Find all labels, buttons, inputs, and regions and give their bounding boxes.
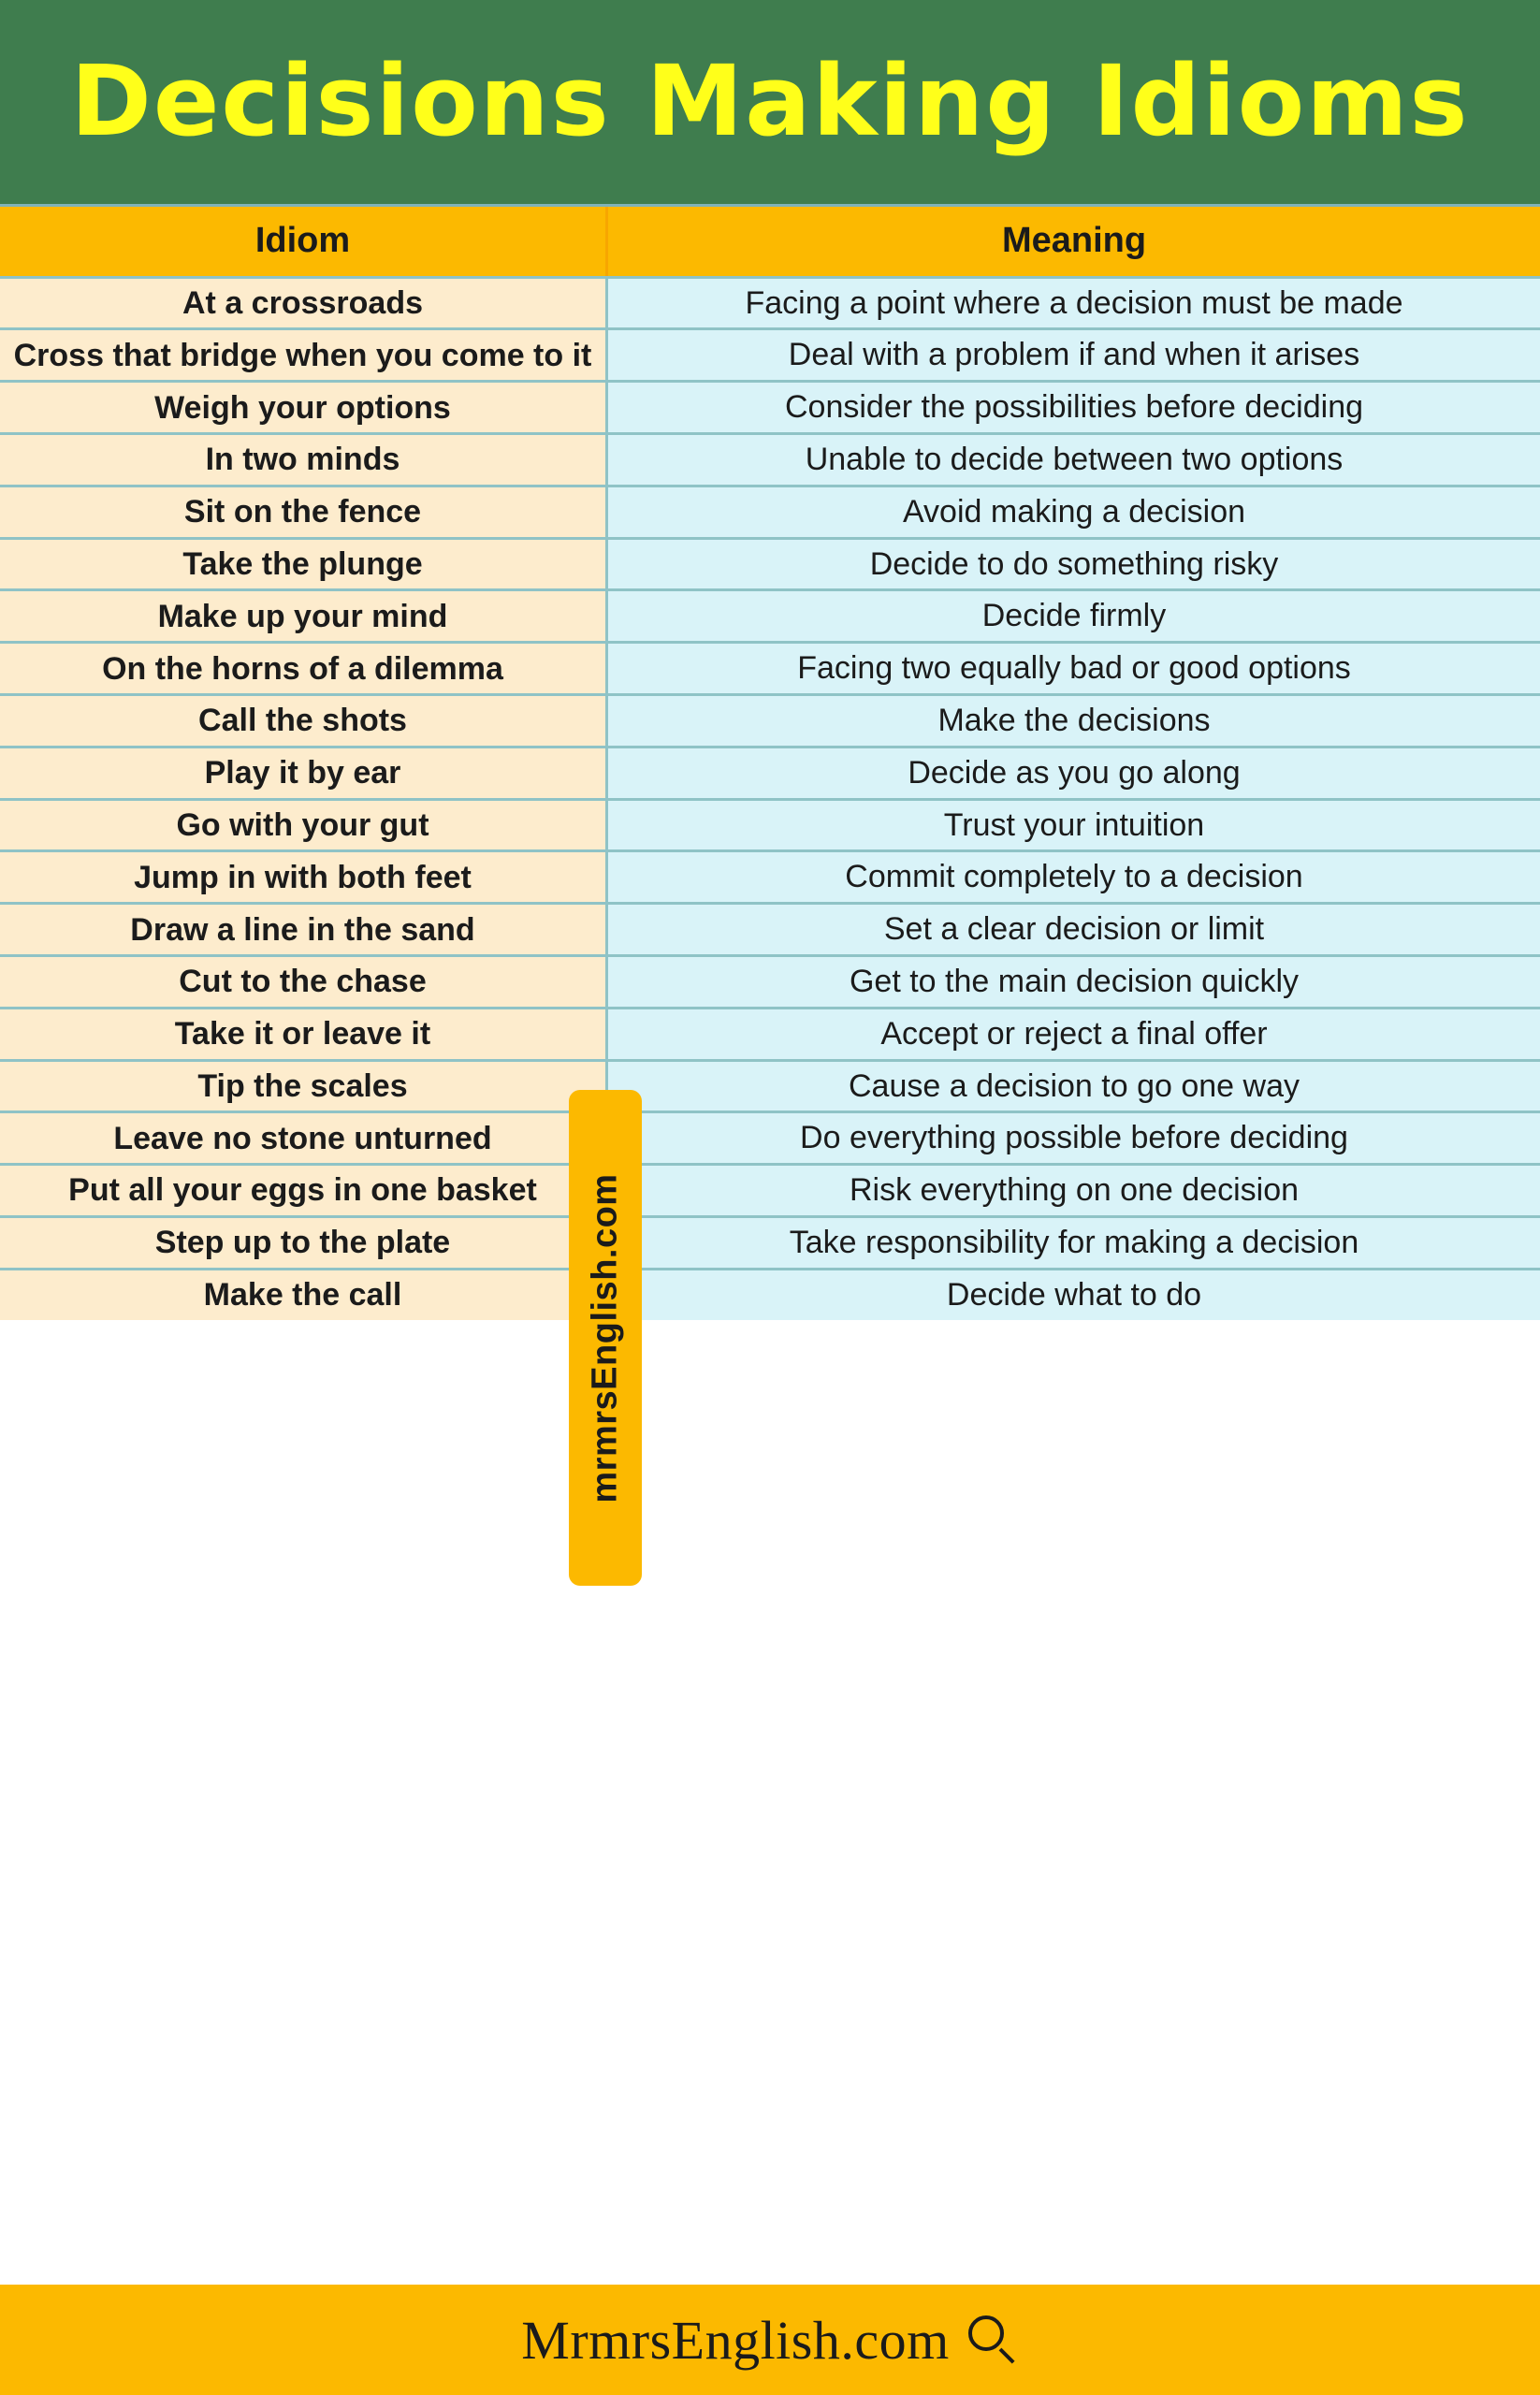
table-row <box>0 1062 1540 1114</box>
idiom-cell: Put all your eggs in one basket <box>0 1166 608 1215</box>
table-row <box>0 905 1540 957</box>
idiom-cell: Draw a line in the sand <box>0 905 608 954</box>
meaning-cell: Risk everything on one decision <box>608 1166 1540 1215</box>
idiom-cell: Tip the scales <box>0 1062 608 1111</box>
table-header-row <box>0 207 1540 279</box>
search-icon <box>966 2314 1019 2366</box>
idiom-cell: Step up to the plate <box>0 1218 608 1268</box>
table-row <box>0 748 1540 801</box>
idiom-cell: On the horns of a dilemma <box>0 644 608 693</box>
table-row <box>0 1218 1540 1270</box>
meaning-cell: Commit completely to a decision <box>608 852 1540 902</box>
table-row <box>0 801 1540 853</box>
table-row <box>0 1009 1540 1062</box>
meaning-cell: Decide what to do <box>608 1270 1540 1320</box>
table-row <box>0 852 1540 905</box>
meaning-cell: Trust your intuition <box>608 801 1540 850</box>
meaning-cell: Get to the main decision quickly <box>608 957 1540 1007</box>
idiom-cell: Cut to the chase <box>0 957 608 1007</box>
footer-website: MrmrsEnglish.com <box>521 2309 950 2371</box>
watermark-badge <box>569 1090 642 1586</box>
meaning-cell: Do everything possible before deciding <box>608 1113 1540 1163</box>
idiom-cell: In two minds <box>0 435 608 485</box>
meaning-cell: Facing two equally bad or good options <box>608 644 1540 693</box>
idiom-cell: Make the call <box>0 1270 608 1320</box>
idiom-cell: Sit on the fence <box>0 487 608 537</box>
idiom-cell: Cross that bridge when you come to it <box>0 330 608 380</box>
idiom-cell: Call the shots <box>0 696 608 746</box>
idiom-cell: Weigh your options <box>0 383 608 432</box>
idiom-cell: Make up your mind <box>0 591 608 641</box>
meaning-cell: Decide to do something risky <box>608 540 1540 589</box>
table-row <box>0 1166 1540 1218</box>
idiom-cell: Play it by ear <box>0 748 608 798</box>
idiom-cell: Go with your gut <box>0 801 608 850</box>
meaning-cell: Set a clear decision or limit <box>608 905 1540 954</box>
meaning-cell: Accept or reject a final offer <box>608 1009 1540 1059</box>
table-row <box>0 383 1540 435</box>
table-row <box>0 957 1540 1009</box>
idiom-cell: Leave no stone unturned <box>0 1113 608 1163</box>
poster-footer <box>0 2285 1540 2395</box>
watermark-label: mrmrsEnglish.com <box>585 1172 625 1503</box>
column-header-meaning: Meaning <box>608 207 1540 276</box>
table-row <box>0 644 1540 696</box>
page-title: Decisions Making Idioms <box>70 44 1470 159</box>
table-row <box>0 330 1540 383</box>
meaning-cell: Decide as you go along <box>608 748 1540 798</box>
meaning-cell: Unable to decide between two options <box>608 435 1540 485</box>
meaning-cell: Take responsibility for making a decision <box>608 1218 1540 1268</box>
table-row <box>0 435 1540 487</box>
meaning-cell: Decide firmly <box>608 591 1540 641</box>
table-row <box>0 540 1540 592</box>
column-header-idiom: Idiom <box>0 207 608 276</box>
table-body <box>0 279 1540 1320</box>
meaning-cell: Consider the possibilities before deciding <box>608 383 1540 432</box>
table-row <box>0 487 1540 540</box>
idiom-cell: At a crossroads <box>0 279 608 328</box>
table-row <box>0 696 1540 748</box>
table-row <box>0 1270 1540 1320</box>
idiom-cell: Take it or leave it <box>0 1009 608 1059</box>
meaning-cell: Avoid making a decision <box>608 487 1540 537</box>
idiom-cell: Take the plunge <box>0 540 608 589</box>
poster-header <box>0 0 1540 204</box>
idioms-table <box>0 204 1540 2285</box>
meaning-cell: Cause a decision to go one way <box>608 1062 1540 1111</box>
idiom-cell: Jump in with both feet <box>0 852 608 902</box>
meaning-cell: Deal with a problem if and when it arises <box>608 330 1540 380</box>
meaning-cell: Make the decisions <box>608 696 1540 746</box>
table-row <box>0 1113 1540 1166</box>
meaning-cell: Facing a point where a decision must be made <box>608 279 1540 328</box>
table-row <box>0 591 1540 644</box>
table-row <box>0 279 1540 331</box>
